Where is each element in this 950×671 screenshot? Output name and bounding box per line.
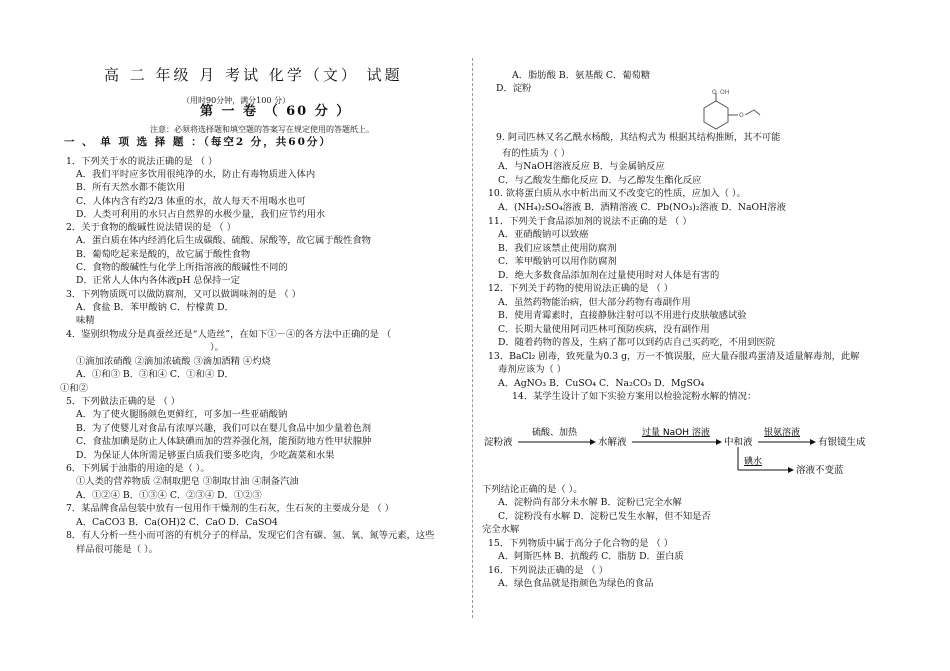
question-text-line: A．AgNO₃ B．CuSO₄ C．Na₂CO₃ D．MgSO₄ <box>498 378 705 389</box>
question-text-line: B．所有天然水都不能饮用 <box>76 182 186 193</box>
question-text-line: 4．鉴别织物成分是真蚕丝还是“人造丝”，在如下①－④的各方法中正确的是 （ <box>66 329 392 340</box>
question-text-line: A．我们平时应多饮用很纯净的水，防止有毒物质进入体内 <box>76 169 316 180</box>
question-text-line: D．为保证人体所需足够蛋白质我们要多吃肉，少吃蔬菜和水果 <box>76 450 335 461</box>
question-text-line: D．绝大多数食品添加剂在过量使用时对人体是有害的 <box>498 270 720 281</box>
question-text-line: B．为了使婴儿对食品有浓厚兴趣，我们可以在婴儿食品中加少量着色剂 <box>76 423 372 434</box>
question-text-line: ）。 <box>210 342 224 353</box>
question-text-line: C．食盐加碘是防止人体缺碘而加的营养强化剂，能预防地方性甲状腺肿 <box>76 436 372 447</box>
question-text-line: A．阿斯匹林 B．抗酸药 C．脂肪 D．蛋白质 <box>498 551 684 562</box>
question-text-line: 5．下列做法正确的是 （ ） <box>66 396 181 407</box>
question-text-line: 16．下列说法正确的是 （ ） <box>488 565 609 576</box>
question-text-line: C．淀粉没有水解 D．淀粉已发生水解，但不知是否 <box>498 511 711 522</box>
question-text-line: 2．关于食物的酸碱性说法错误的是 （ ） <box>66 222 236 233</box>
question-text-line: 味精 <box>76 315 95 326</box>
flow-starch-solution: 淀粉液 <box>484 437 513 448</box>
question-text-line: B．葡萄吃起来是酸的，故它属于酸性食物 <box>76 249 251 260</box>
question-text-line: B．我们应该禁止使用防腐剂 <box>498 243 617 254</box>
flow-hydrolysate: 水解液 <box>598 437 627 448</box>
question-text-line: A．与NaOH溶液反应 B．与金属钠反应 <box>498 161 665 172</box>
question-text-line: 有的性质为（ ） <box>502 148 571 159</box>
question-text-line: 14．某学生设计了如下实验方案用以检验淀粉水解的情况： <box>512 391 757 402</box>
question-text-line: 13．BaCl₂ 剧毒，致死量为0.3 g，万一不慎误服，应大量吞服鸡蛋清及适量解毒剂，此解 <box>488 351 860 362</box>
question-text-line: 7．某品牌食品包装中放有一包用作干燥剂的生石灰，生石灰的主要成分是 （ ） <box>66 503 394 514</box>
question-text-line: A．(NH₄)₂SO₄溶液 B．酒精溶液 C．Pb(NO₃)₂溶液 D．NaOH溶液 <box>498 202 786 213</box>
question-text-line: 8．有人分析一些小而可溶的有机分子的样品，发现它们含有碳、氢、氧、氮等元素，这些 <box>66 530 435 541</box>
question-text-line: 毒剂应该为（ ） <box>498 364 567 375</box>
hydrolysis-flow-diagram <box>482 420 902 480</box>
question-text-line: D．随着药物的普及，生病了都可以到药店自己买药吃，不用到医院 <box>498 337 776 348</box>
question-text-line: A．①和③ B．③和④ C．①和④ D． <box>76 369 234 380</box>
volume-heading: 第 一 卷 （ 60 分 ） <box>200 104 352 119</box>
question-text-line: ①人类的营养物质 ②制取肥皂 ③制取甘油 ④制备汽油 <box>76 476 299 487</box>
question-text-line: 6．下列属于油脂的用途的是（ ）。 <box>66 463 210 474</box>
question-text-line: A．绿色食品就是指颜色为绿色的食品 <box>498 578 654 589</box>
question-text-line: 12．下列关于药物的使用说法正确的是 （ ） <box>488 283 674 294</box>
flow-step-naoh: 过量 NaOH 溶液 <box>642 428 710 438</box>
flow-step-silver-ammonia: 银氨溶液 <box>764 428 801 438</box>
question-text-line: ①滴加浓硝酸 ②滴加浓硫酸 ③滴加酒精 ④灼烧 <box>76 356 271 367</box>
question-text-line: C．长期大量使用阿司匹林可预防疾病，没有副作用 <box>498 324 710 335</box>
exam-subtitle: （用时90分钟，满分100 分） <box>182 96 290 105</box>
question-text-line: B．使用青霉素时，直接静脉注射可以不用进行皮肤敏感试验 <box>498 310 747 321</box>
question-text-line: A．食盐 B．苯甲酸钠 C．柠檬黄 D． <box>76 302 234 313</box>
question-text-line: 10. 欲将蛋白质从水中析出而又不改变它的性质，应加入（ ）。 <box>488 188 746 199</box>
flow-step-iodine: 碘水 <box>744 457 763 467</box>
question-text-line: C．苯甲酸钠可以用作防腐剂 <box>498 256 617 267</box>
question-text-line: D．人类可利用的水只占自然界的水极少量，我们应节约用水 <box>76 209 326 220</box>
question-text-line: ①和② <box>60 383 88 394</box>
question-text-line: A．脂肪酸 B．氨基酸 C．葡萄糖 <box>512 70 651 81</box>
question-text-line: A．亚硝酸钠可以致癌 <box>498 229 589 240</box>
question-text-line: 15．下列物质中属于高分子化合物的是 （ ） <box>488 538 674 549</box>
flow-step-acid-heat: 硫酸、加热 <box>532 428 578 438</box>
question-text-line: 1．下列关于水的说法正确的是 （ ） <box>66 156 218 167</box>
question-text-line: C．人体内含有约2/3 体重的水，故人每天不用喝水也可 <box>76 196 306 207</box>
question-text-line: 3．下列物质既可以做防腐剂，又可以做调味剂的是 （ ） <box>66 289 301 300</box>
question-text-line: D．正常人人体内各体液pH 总保持一定 <box>76 275 240 286</box>
question-text-line: D．淀粉 <box>496 83 532 94</box>
question-text-line: 9. 阿司匹林又名乙酰水杨酸，其结构式为 根据其结构推断，其不可能 <box>496 132 781 143</box>
notice-text: 注意：必须将选择题和填空题的答案写在规定使用的答题纸上。 <box>150 125 374 134</box>
flow-no-blue: 溶液不变蓝 <box>796 465 844 476</box>
question-text-line: 完全水解 <box>482 524 520 535</box>
question-text-line: A．淀粉尚有部分未水解 B．淀粉已完全水解 <box>498 497 682 508</box>
question-text-line: 下列结论正确的是（ ）。 <box>482 484 583 495</box>
column-divider <box>472 58 473 618</box>
flow-silver-mirror: 有银镜生成 <box>818 437 866 448</box>
exam-title: 高 二 年级 月 考试 化学（文） 试题 <box>104 66 403 84</box>
question-text-line: A．①②④ B．①③④ C．②③④ D．①②③ <box>76 490 262 501</box>
section-heading: 一 、 单 项 选 择 题 ：（每空2 分，共60分） <box>64 136 332 148</box>
question-text-line: 11．下列关于食品添加剂的说法不正确的是 （ ） <box>488 216 692 227</box>
svg-text:OH: OH <box>720 89 730 96</box>
flow-neutralized: 中和液 <box>724 437 753 448</box>
svg-text:O: O <box>712 89 717 96</box>
question-text-line: C．与乙酸发生酯化反应 D．与乙醇发生酯化反应 <box>498 175 702 186</box>
question-text-line: A．CaCO3 B．Ca(OH)2 C．CaO D．CaSO4 <box>76 517 278 528</box>
question-text-line: A．蛋白质在体内经消化后生成碳酸、硫酸、尿酸等，故它属于酸性食物 <box>76 235 371 246</box>
question-text-line: C．食物的酸碱性与化学上所指溶液的酸碱性不同的 <box>76 262 288 273</box>
question-text-line: 样品很可能是（ ）。 <box>76 544 158 555</box>
aspirin-structure-image <box>682 88 762 144</box>
question-text-line: A．虽然药物能治病，但大部分药物有毒副作用 <box>498 297 691 308</box>
svg-text:O: O <box>739 112 744 119</box>
question-text-line: A．为了使火腿肠颜色更鲜红，可多加一些亚硝酸钠 <box>76 409 288 420</box>
